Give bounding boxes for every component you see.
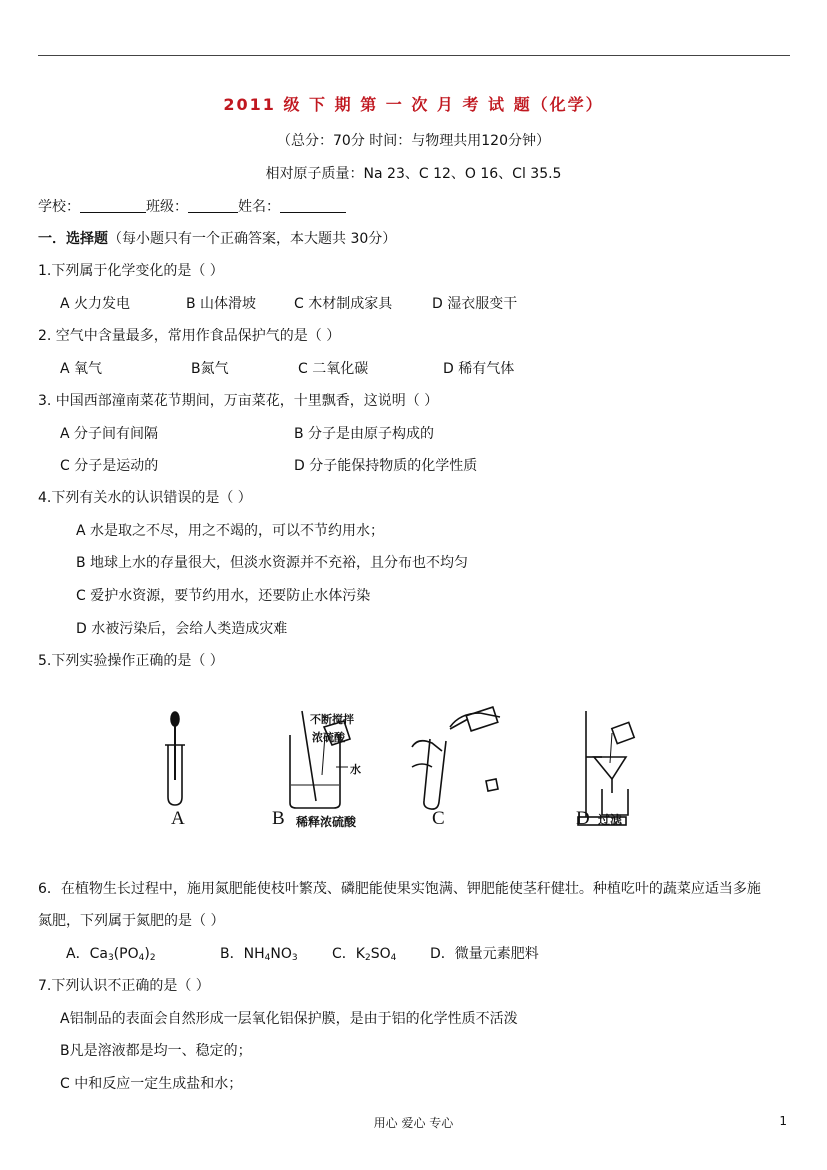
footer-motto: 用心 爱心 专心	[373, 1116, 454, 1130]
figure-c-label: C	[432, 808, 445, 829]
student-info-line	[38, 196, 346, 216]
q1-option-d[interactable]: D 湿衣服变干	[432, 296, 518, 312]
q6-c-text-1: C．K	[332, 946, 365, 962]
q1-option-c[interactable]: C 木材制成家具	[294, 296, 393, 312]
name-blank[interactable]	[280, 198, 346, 213]
q6-c-sub-1: 2	[364, 953, 371, 963]
q1-stem: 1.下列属于化学变化的是（ ）	[38, 263, 224, 279]
q7-option-b[interactable]: B凡是溶液都是均一、稳定的；	[60, 1043, 252, 1059]
q4-option-a[interactable]: A 水是取之不尽，用之不竭的，可以不节约用水；	[76, 523, 385, 539]
q2-option-a[interactable]: A 氧气	[60, 361, 103, 377]
exam-title: 2011 级 下 期 第 一 次 月 考 试 题（化学）	[223, 95, 604, 114]
q6-a-sub-1: 3	[107, 953, 114, 963]
figure-b-note-water: 水	[350, 763, 361, 776]
figure-d-caption: 过滤	[598, 813, 623, 827]
q4-option-b[interactable]: B 地球上水的存量很大，但淡水资源并不充裕，且分布也不均匀	[76, 555, 469, 571]
figure-b-note-stir: 不断搅拌	[310, 713, 354, 726]
q4-option-d[interactable]: D 水被污染后，会给人类造成灾难	[76, 621, 288, 637]
q2-option-b[interactable]: B氮气	[191, 361, 229, 377]
q6-stem-line2: 氮肥，下列属于氮肥的是（ ）	[38, 913, 225, 929]
q6-option-c[interactable]	[332, 943, 396, 963]
exam-info: （总分：70分 时间：与物理共用120分钟）	[277, 133, 550, 149]
figure-b-label: B	[272, 808, 285, 829]
figure-d-label: D	[576, 808, 590, 829]
q7-option-a[interactable]: A铝制品的表面会自然形成一层氧化铝保护膜，是由于铝的化学性质不活泼	[60, 1011, 518, 1027]
q3-option-c[interactable]: C 分子是运动的	[60, 458, 159, 474]
q6-a-text-1: A．Ca	[66, 946, 108, 962]
q7-option-c[interactable]: C 中和反应一定生成盐和水；	[60, 1076, 243, 1092]
school-blank[interactable]	[80, 198, 146, 213]
q6-option-b[interactable]	[220, 943, 298, 963]
section-desc: （每小题只有一个正确答案，本大题共 30分）	[108, 231, 397, 247]
class-blank[interactable]	[188, 198, 238, 213]
q6-c-text-2: SO	[370, 946, 391, 962]
q6-b-sub-1: 4	[264, 953, 271, 963]
q3-option-d[interactable]: D 分子能保持物质的化学性质	[294, 458, 478, 474]
lab-operations-figure	[150, 705, 650, 835]
q7-stem: 7.下列认识不正确的是（ ）	[38, 978, 210, 994]
q6-option-a[interactable]	[66, 943, 156, 963]
section-label: 一．选择题	[38, 231, 108, 247]
q6-a-text-3: )	[144, 946, 150, 962]
q6-stem-line1: 6．在植物生长过程中，施用氮肥能使枝叶繁茂、磷肥能使果实饱满、钾肥能使茎秆健壮。种植吃叶的蔬菜应适当多施	[38, 881, 761, 897]
q6-b-text-1: B．NH	[220, 946, 265, 962]
section-heading	[38, 228, 396, 248]
q5-stem: 5.下列实验操作正确的是（ ）	[38, 653, 224, 669]
q2-stem: 2. 空气中含量最多，常用作食品保护气的是（ ）	[38, 328, 341, 344]
name-label: 姓名：	[238, 199, 280, 215]
q1-option-a[interactable]: A 火力发电	[60, 296, 131, 312]
q4-stem: 4.下列有关水的认识错误的是（ ）	[38, 490, 252, 506]
class-label: 班级：	[146, 199, 188, 215]
q3-option-a[interactable]: A 分子间有间隔	[60, 426, 159, 442]
school-label: 学校：	[38, 199, 80, 215]
q2-option-c[interactable]: C 二氧化碳	[298, 361, 369, 377]
q3-stem: 3. 中国西部潼南菜花节期间，万亩菜花，十里飘香，这说明（ ）	[38, 393, 439, 409]
q1-option-b[interactable]: B 山体滑坡	[186, 296, 257, 312]
q4-option-c[interactable]: C 爱护水资源，要节约用水，还要防止水体污染	[76, 588, 371, 604]
q6-a-sub-3: 2	[149, 953, 156, 963]
q6-option-d[interactable]: D．微量元素肥料	[430, 946, 539, 962]
figure-b-caption: 稀释浓硫酸	[296, 815, 357, 829]
q2-option-d[interactable]: D 稀有气体	[443, 361, 515, 377]
figure-a-test-tube-dropper	[165, 712, 185, 805]
q6-c-sub-2: 4	[390, 953, 397, 963]
atomic-mass-line: 相对原子质量：Na 23、C 12、O 16、Cl 35.5	[265, 166, 562, 182]
figure-a-label: A	[171, 808, 185, 829]
lab-apparatus-drawing	[150, 705, 650, 835]
q6-b-sub-2: 3	[291, 953, 298, 963]
q6-b-text-2: NO	[270, 946, 292, 962]
q6-a-sub-2: 4	[138, 953, 145, 963]
figure-c-adding-solid	[412, 707, 500, 809]
page-number: 1	[779, 1114, 787, 1128]
figure-b-note-acid: 浓硫酸	[312, 731, 345, 744]
q3-option-b[interactable]: B 分子是由原子构成的	[294, 426, 435, 442]
q6-a-text-2: (PO	[113, 946, 139, 962]
header-rule	[38, 55, 790, 56]
